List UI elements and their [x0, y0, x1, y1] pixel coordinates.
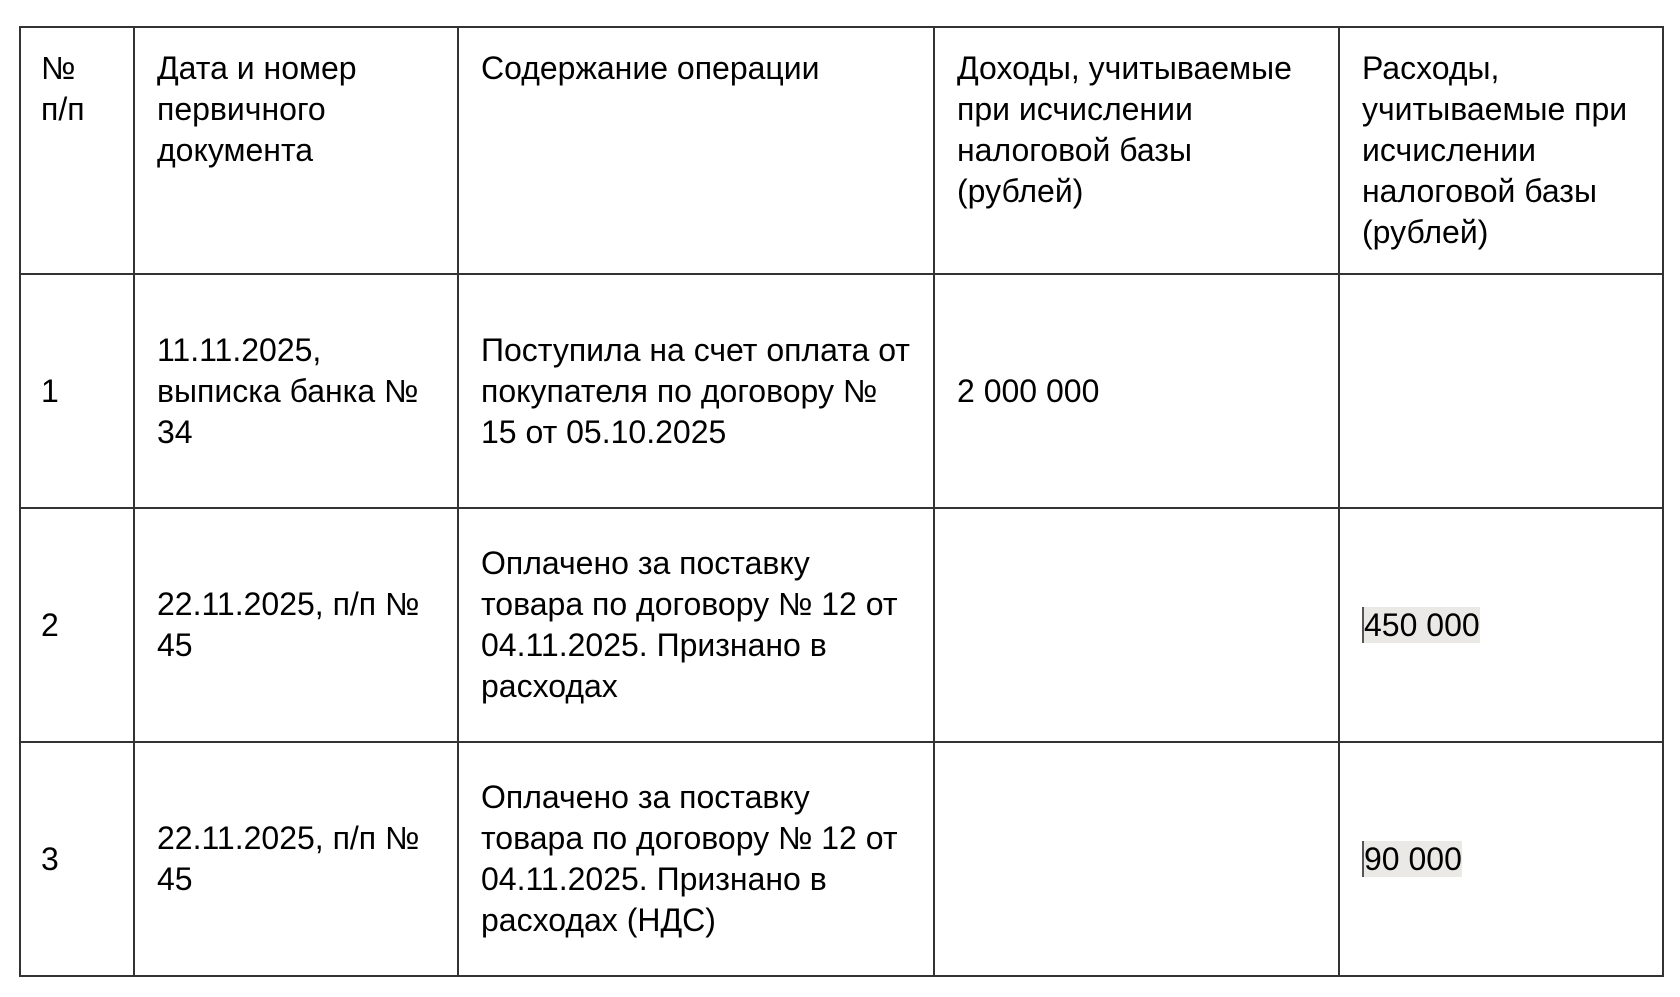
table-header-row [20, 27, 1663, 274]
cell-content[interactable]: Оплачено за поставку товара по договору № 12 от 04.11.2025. Признано в расходах [458, 508, 934, 742]
header-content: Содержание операции [458, 27, 934, 274]
cell-income[interactable] [934, 508, 1339, 742]
cell-income[interactable] [934, 742, 1339, 976]
cell-document[interactable]: 22.11.2025, п/п № 45 [134, 508, 458, 742]
cell-number[interactable]: 3 [20, 742, 134, 976]
table-row [20, 274, 1663, 508]
header-expense: Расходы, учитываемые при исчислении налоговой базы (рублей) [1339, 27, 1663, 274]
cell-content[interactable]: Оплачено за поставку товара по договору № 12 от 04.11.2025. Признано в расходах (НДС) [458, 742, 934, 976]
cell-number[interactable]: 2 [20, 508, 134, 742]
cell-content[interactable]: Поступила на счет оплата от покупателя по договору № 15 от 05.10.2025 [458, 274, 934, 508]
cell-income[interactable]: 2 000 000 [934, 274, 1339, 508]
table-row [20, 508, 1663, 742]
ledger-table [19, 26, 1664, 977]
header-income: Доходы, учитываемые при исчислении налоговой базы (рублей) [934, 27, 1339, 274]
header-document: Дата и номер первичного документа [134, 27, 458, 274]
cell-expense[interactable] [1339, 508, 1663, 742]
highlighted-value[interactable]: 450 000 [1364, 606, 1480, 643]
cell-document[interactable]: 11.11.2025, выписка банка № 34 [134, 274, 458, 508]
highlighted-value[interactable]: 90 000 [1364, 840, 1462, 877]
cell-expense[interactable] [1339, 274, 1663, 508]
cell-number[interactable]: 1 [20, 274, 134, 508]
header-number: № п/п [20, 27, 134, 274]
cell-document[interactable]: 22.11.2025, п/п № 45 [134, 742, 458, 976]
cell-expense[interactable] [1339, 742, 1663, 976]
table-row [20, 742, 1663, 976]
